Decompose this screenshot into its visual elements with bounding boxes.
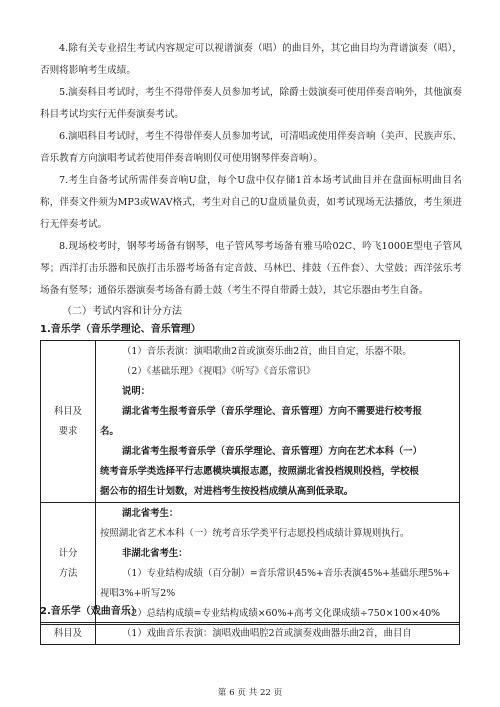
row-label: 科目及 要求 (41, 341, 96, 503)
paragraph-6: 6.演唱科目考试时，考生不得带伴奏人员参加考试，可清唱或使用伴奏音响（美声、民族声乐、音乐教育方向演唱考试若使用伴奏音响则仅可使用钢琴伴奏音响）。 (40, 131, 462, 164)
row-label: 科目及 (41, 623, 96, 645)
row-content: （1）音乐表演：演唱歌曲2首或演奏乐曲2首，曲目自定，乐器不限。 （2）《基础乐理》《视唱》《听写》《音乐常识》 说明： 湖北省考生报考音乐学（音乐学理论、音乐管理）方向不需要进行校考报 名。 湖北省考生报考音乐学（音乐学理论、音乐管理）方向在艺术本科（一） 统考音乐学类选择平行志愿模块填报志愿，按照湖北省投档规则投档，学校根 据公布的招生计划数，对进档考生按投档成绩从高到低录取。 (96, 341, 460, 503)
page-footer: 第 6 页 共 22 页 (217, 688, 283, 698)
table-row (41, 623, 460, 645)
subsection-title-1: 1.音乐学（音乐学理论、音乐管理） (40, 324, 201, 335)
paragraph-5: 5.演奏科目考试时，考生不得带伴奏人员参加考试，除爵士鼓演奏可使用伴奏音响外，其他演奏科目考试均实行无伴奏演奏考试。 (40, 87, 462, 120)
row-content: 湖北省考生： 按照湖北省艺术本科（一）统考音乐学类平行志愿投档成绩计算规则执行。 非湖北省考生： （1）专业结构成绩（百分制）=音乐常识45%+音乐表演45%+基础乐理5%+ 视唱3%+听写2% （2）总结构成绩=专业结构成绩×60%+高考文化课成绩÷750×100×40% (96, 503, 460, 625)
paragraph-4: 4.除有关专业招生考试内容规定可以视谱演奏（唱）的曲目外，其它曲目均为背谱演奏（唱），否则将影响考生成绩。 (40, 43, 462, 76)
score-table-1 (40, 340, 460, 625)
paragraph-7: 7.考生自备考试所需伴奏音响U盘，每个U盘中仅存储1首本场考试曲目并在盘面标明曲目名称，伴奏文件须为MP3或WAV格式，考生对自己的U盘质量负责，如考试现场无法播放，考生须进行无伴奏考试。 (40, 175, 462, 230)
table-row (41, 341, 460, 503)
score-table-2 (40, 622, 460, 645)
subsection-title-2: 2.音乐学（戏曲音乐） (40, 606, 141, 617)
row-content: （1）戏曲音乐表演：演唱戏曲唱腔2首或演奏戏曲器乐曲2首，曲目自 (96, 623, 460, 645)
paragraph-8: 8.现场校考时，钢琴考场备有钢琴，电子管风琴考场备有雅马哈02C、吟飞1000E型电子管风琴；西洋打击乐器和民族打击乐器考场备有定音鼓、马林巴、排鼓（五件套）、大堂鼓；西洋弦乐考场备有竖琴；通俗乐器演奏考场备有爵士鼓（考生不得自带爵士鼓），其它乐器由考生自备。 (40, 241, 462, 296)
section-title: （二）考试内容和计分方法 (62, 306, 182, 317)
row-label: 计分 方法 (41, 503, 96, 625)
